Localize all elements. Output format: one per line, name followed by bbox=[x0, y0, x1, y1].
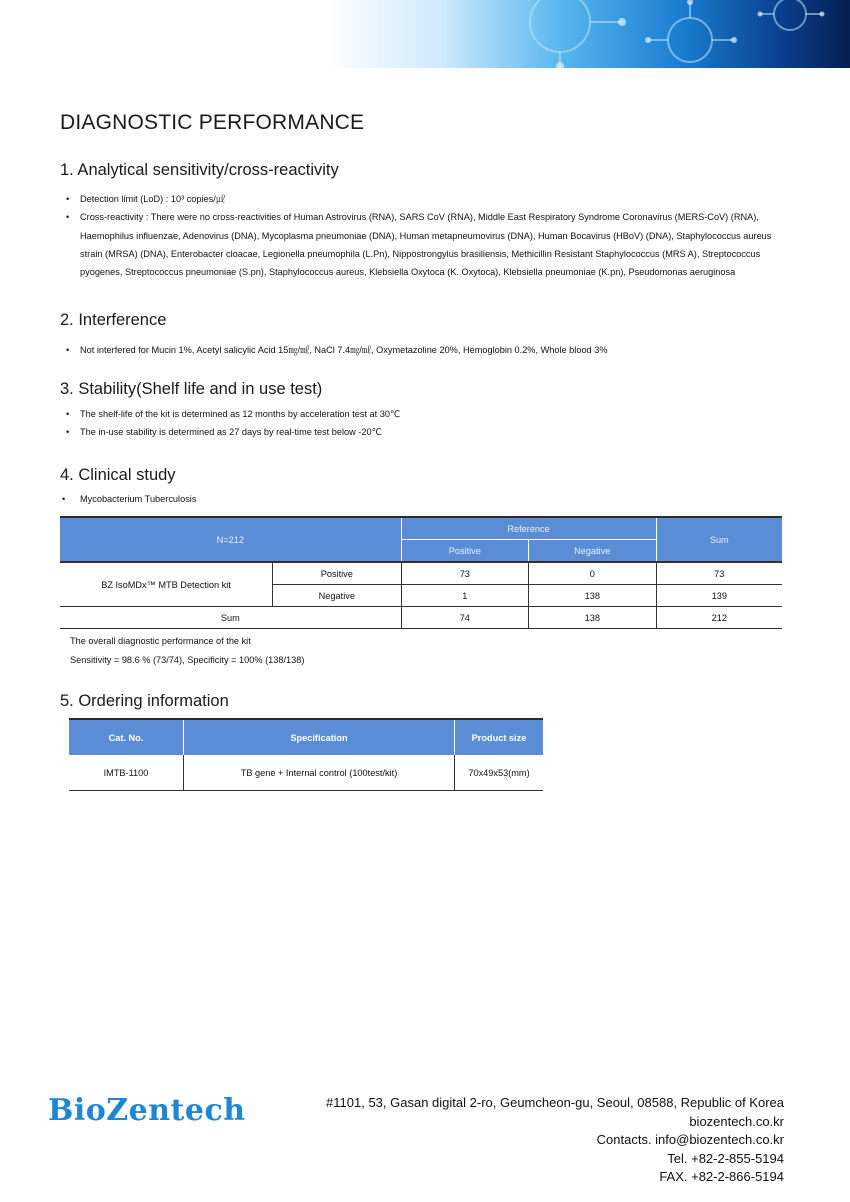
ordering-cat-no: IMTB-1100 bbox=[69, 755, 184, 791]
footer-website: biozentech.co.kr bbox=[689, 1113, 784, 1129]
clinical-bullet: • Mycobacterium Tuberculosis bbox=[62, 494, 197, 504]
sensitivity-list bbox=[66, 190, 796, 281]
list-item: • Detection limit (LoD) : 10³ copies/㎕ bbox=[66, 190, 796, 208]
section-title-clinical: 4. Clinical study bbox=[60, 466, 176, 484]
section-title-stability: 3. Stability(Shelf life and in use test) bbox=[60, 380, 323, 398]
biozentech-logo: BioZentech bbox=[48, 1093, 246, 1128]
ordering-spec: TB gene + Internal control (100test/kit) bbox=[184, 755, 455, 791]
table-cell: 0 bbox=[529, 562, 657, 585]
header-banner bbox=[0, 0, 850, 68]
table-cell: 139 bbox=[656, 585, 782, 607]
virus-illustration bbox=[0, 0, 850, 68]
list-item: • The in-use stability is determined as 27 days by real-time test below -20℃ bbox=[66, 423, 796, 441]
ordering-table bbox=[69, 718, 543, 791]
list-item: • Cross-reactivity : There were no cross-reactivities of Human Astrovirus (RNA), SARS CoV (RNA), Middle East Respiratory Syndrome Coronavirus (MERS-CoV) (RNA), Haemophilus influenzae, Adenovirus (DNA), Mycoplasma pneumoniae (DNA), Human metapneumovirus (DNA), Human Bocavirus (HBoV) (DNA), Staphylococcus aureus strain (MRSA) (DNA), Enterobacter cloacae, Legionella pneumophila (L.Pn), Nippostrongylus brasiliensis, Methicillin Resistant Staphylococcus (MRS A), Streptococcus pyogenes, Streptococcus pneumoniae (S.pn), Staphylococcus aureus, Klebsiella Oxytoca (K. Oxytoca), Klebsiella pneumoniae (K.pn), Pseudomonas aeruginosa bbox=[66, 208, 796, 281]
interference-list bbox=[66, 341, 796, 359]
section-title-interference: 2. Interference bbox=[60, 311, 167, 329]
table-cell: 73 bbox=[401, 562, 528, 585]
table-header-ref-positive: Positive bbox=[401, 540, 528, 563]
table-cell: 138 bbox=[529, 607, 657, 629]
footer-contacts: Contacts. info@biozentech.co.kr bbox=[596, 1132, 784, 1147]
page-title: DIAGNOSTIC PERFORMANCE bbox=[60, 111, 365, 134]
footer-fax: FAX. +82-2-866-5194 bbox=[659, 1169, 784, 1184]
ordering-header-size: Product size bbox=[455, 719, 544, 755]
row-label-sum: Sum bbox=[60, 607, 401, 629]
table-header-ref-negative: Negative bbox=[529, 540, 657, 563]
ordering-header-cat: Cat. No. bbox=[69, 719, 184, 755]
row-label-negative: Negative bbox=[273, 585, 402, 607]
table-cell: 138 bbox=[529, 585, 657, 607]
clinical-note-heading: The overall diagnostic performance of the kit bbox=[70, 636, 251, 646]
footer-contact bbox=[326, 1094, 784, 1187]
list-item: • The shelf-life of the kit is determined as 12 months by acceleration test at 30℃ bbox=[66, 405, 796, 423]
table-cell: 212 bbox=[656, 607, 782, 629]
list-item: • Not interfered for Mucin 1%, Acetyl salicylic Acid 15㎎/㎖, NaCl 7.4㎎/㎖, Oxymetazoline 20%, Hemoglobin 0.2%, Whole blood 3% bbox=[66, 341, 796, 359]
section-title-sensitivity: 1. Analytical sensitivity/cross-reactivity bbox=[60, 161, 339, 179]
ordering-header-spec: Specification bbox=[184, 719, 455, 755]
table-cell: 74 bbox=[401, 607, 528, 629]
table-header-sum: Sum bbox=[656, 517, 782, 562]
stability-list bbox=[66, 405, 796, 442]
table-cell: 73 bbox=[656, 562, 782, 585]
row-label-positive: Positive bbox=[273, 562, 402, 585]
table-cell: 1 bbox=[401, 585, 528, 607]
table-header-reference: Reference bbox=[401, 517, 656, 540]
section-title-ordering: 5. Ordering information bbox=[60, 692, 229, 710]
clinical-note-result: Sensitivity = 98.6 % (73/74), Specificity = 100% (138/138) bbox=[70, 655, 305, 665]
kit-name-cell: BZ IsoMDx™ MTB Detection kit bbox=[60, 562, 273, 607]
footer-tel: Tel. +82-2-855-5194 bbox=[667, 1150, 784, 1166]
table-header-n: N=212 bbox=[60, 517, 401, 562]
footer-address: #1101, 53, Gasan digital 2-ro, Geumcheon-gu, Seoul, 08588, Republic of Korea bbox=[326, 1095, 784, 1110]
clinical-study-table bbox=[60, 516, 782, 629]
clinical-bullet-text: Mycobacterium Tuberculosis bbox=[80, 494, 197, 504]
ordering-size: 70x49x53(mm) bbox=[455, 755, 544, 791]
